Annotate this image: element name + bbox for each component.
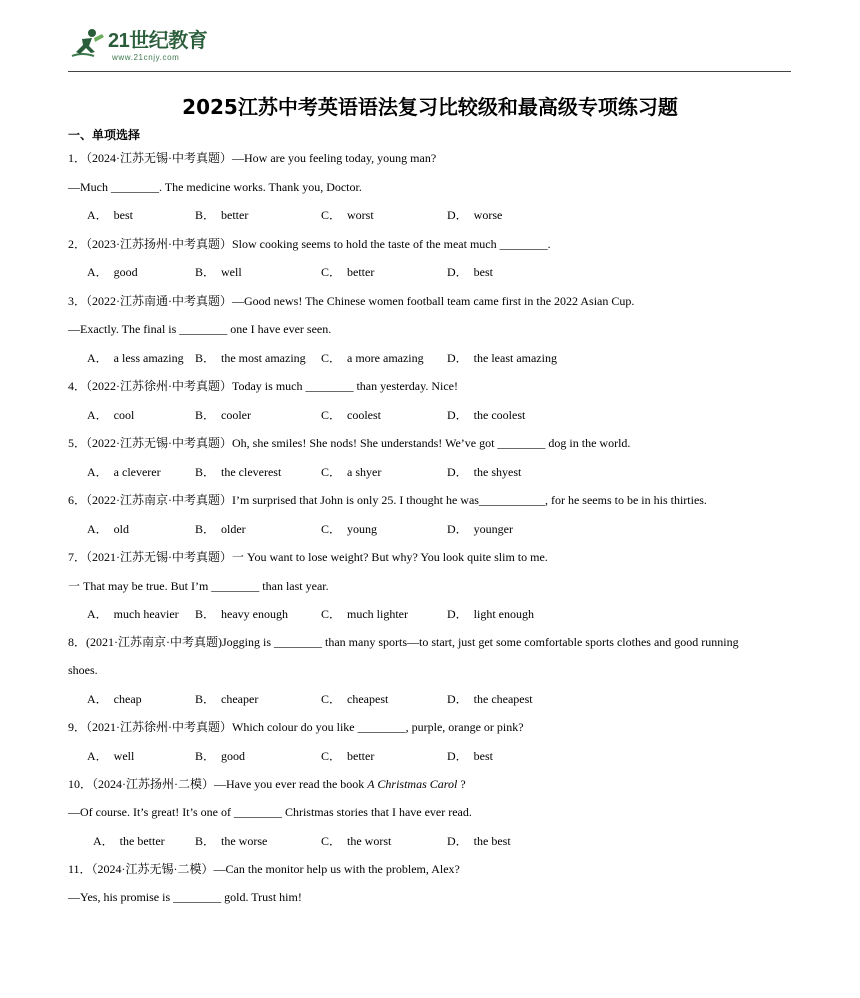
site-logo[interactable] bbox=[68, 26, 218, 66]
question-2-stem: 2．（2023·江苏扬州·中考真题）Slow cooking seems to hold the taste of the meat much ________. bbox=[68, 237, 551, 251]
option-b[interactable]: B． better bbox=[195, 208, 249, 222]
section-heading: 一、单项选择 bbox=[68, 128, 141, 142]
option-c[interactable]: C． a shyer bbox=[321, 465, 382, 479]
header-divider bbox=[68, 71, 791, 72]
option-b[interactable]: B． well bbox=[195, 265, 242, 279]
question-7-options bbox=[0, 605, 860, 623]
option-a[interactable]: A． good bbox=[87, 265, 138, 279]
option-d[interactable]: D． the least amazing bbox=[447, 351, 557, 365]
option-c[interactable]: C． cheapest bbox=[321, 692, 389, 706]
option-a[interactable]: A． the better bbox=[93, 834, 165, 848]
option-a[interactable]: A． a cleverer bbox=[87, 465, 161, 479]
option-c[interactable]: C． better bbox=[321, 265, 375, 279]
question-5-options bbox=[0, 463, 860, 481]
option-d[interactable]: D． the best bbox=[447, 834, 511, 848]
option-a[interactable]: A． well bbox=[87, 749, 135, 763]
question-8-stem: 8．(2021·江苏南京·中考真题)Jogging is ________ than many sports—to start, just get some comfortable sports clothes and good running bbox=[68, 635, 739, 649]
option-c[interactable]: C． better bbox=[321, 749, 375, 763]
question-8-options bbox=[0, 690, 860, 708]
question-4-options bbox=[0, 406, 860, 424]
question-11-stem: 11．（2024·江苏无锡·二模）—Can the monitor help us with the problem, Alex? bbox=[68, 862, 460, 876]
option-b[interactable]: B． older bbox=[195, 522, 246, 536]
option-d[interactable]: D． the coolest bbox=[447, 408, 526, 422]
question-9-stem: 9．（2021·江苏徐州·中考真题）Which colour do you like ________, purple, orange or pink? bbox=[68, 720, 524, 734]
option-b[interactable]: B． heavy enough bbox=[195, 607, 288, 621]
question-10-options bbox=[0, 832, 860, 850]
option-d[interactable]: D． best bbox=[447, 749, 494, 763]
option-d[interactable]: D． the shyest bbox=[447, 465, 522, 479]
question-1-options bbox=[0, 206, 860, 224]
option-b[interactable]: B． cooler bbox=[195, 408, 251, 422]
book-title: A Christmas Carol bbox=[367, 777, 458, 791]
question-2-options bbox=[0, 263, 860, 281]
question-1-stem: 1．（2024·江苏无锡·中考真题）—How are you feeling today, young man? bbox=[68, 151, 437, 165]
question-10-line-2: —Of course. It’s great! It’s one of ________ Christmas stories that I have ever read. bbox=[68, 805, 472, 819]
question-7-stem: 7．（2021·江苏无锡·中考真题）一 You want to lose weight? But why? You look quite slim to me. bbox=[68, 550, 548, 564]
question-3-stem: 3．（2022·江苏南通·中考真题）—Good news! The Chinese women football team came first in the 2022 Asian Cup. bbox=[68, 294, 635, 308]
option-c[interactable]: C． coolest bbox=[321, 408, 382, 422]
option-d[interactable]: D． the cheapest bbox=[447, 692, 533, 706]
option-c[interactable]: C． young bbox=[321, 522, 378, 536]
option-d[interactable]: D． younger bbox=[447, 522, 513, 536]
runner-logo-icon bbox=[68, 26, 108, 66]
question-3-options bbox=[0, 349, 860, 367]
option-c[interactable]: C． worst bbox=[321, 208, 374, 222]
question-1-line-2: —Much ________. The medicine works. Thank you, Doctor. bbox=[68, 180, 362, 194]
option-a[interactable]: A． cheap bbox=[87, 692, 142, 706]
option-c[interactable]: C． the worst bbox=[321, 834, 392, 848]
question-7-line-2: 一 That may be true. But I’m ________ than last year. bbox=[68, 579, 329, 593]
question-9-options bbox=[0, 747, 860, 765]
option-b[interactable]: B． cheaper bbox=[195, 692, 259, 706]
question-6-options bbox=[0, 520, 860, 538]
option-a[interactable]: A． much heavier bbox=[87, 607, 179, 621]
option-c[interactable]: C． a more amazing bbox=[321, 351, 424, 365]
question-11-line-2: —Yes, his promise is ________ gold. Trust him! bbox=[68, 890, 302, 904]
option-a[interactable]: A． cool bbox=[87, 408, 135, 422]
question-4-stem: 4．（2022·江苏徐州·中考真题）Today is much ________ than yesterday. Nice! bbox=[68, 379, 458, 393]
option-c[interactable]: C． much lighter bbox=[321, 607, 408, 621]
option-d[interactable]: D． best bbox=[447, 265, 494, 279]
logo-wordmark: 21世纪教育 bbox=[108, 30, 208, 52]
option-b[interactable]: B． good bbox=[195, 749, 246, 763]
logo-url: www.21cnjy.com bbox=[112, 53, 180, 62]
question-5-stem: 5．（2022·江苏无锡·中考真题）Oh, she smiles! She nods! She understands! We’ve got ________ dog in the world. bbox=[68, 436, 631, 450]
option-d[interactable]: D． worse bbox=[447, 208, 503, 222]
option-d[interactable]: D． light enough bbox=[447, 607, 534, 621]
option-b[interactable]: B． the worse bbox=[195, 834, 268, 848]
question-3-line-2: —Exactly. The final is ________ one I have ever seen. bbox=[68, 322, 332, 336]
question-10-stem: 10．（2024·江苏扬州·二模）—Have you ever read the book A Christmas Carol ? bbox=[68, 777, 466, 791]
option-a[interactable]: A． old bbox=[87, 522, 130, 536]
option-b[interactable]: B． the most amazing bbox=[195, 351, 306, 365]
option-a[interactable]: A． best bbox=[87, 208, 134, 222]
document-title: 2025江苏中考英语语法复习比较级和最高级专项练习题 bbox=[182, 95, 678, 119]
question-6-stem: 6．（2022·江苏南京·中考真题）I’m surprised that John is only 25. I thought he was___________, for he seems to be in his thirties. bbox=[68, 493, 707, 507]
option-a[interactable]: A． a less amazing bbox=[87, 351, 184, 365]
question-8-line-2: shoes. bbox=[68, 663, 98, 677]
option-b[interactable]: B． the cleverest bbox=[195, 465, 282, 479]
